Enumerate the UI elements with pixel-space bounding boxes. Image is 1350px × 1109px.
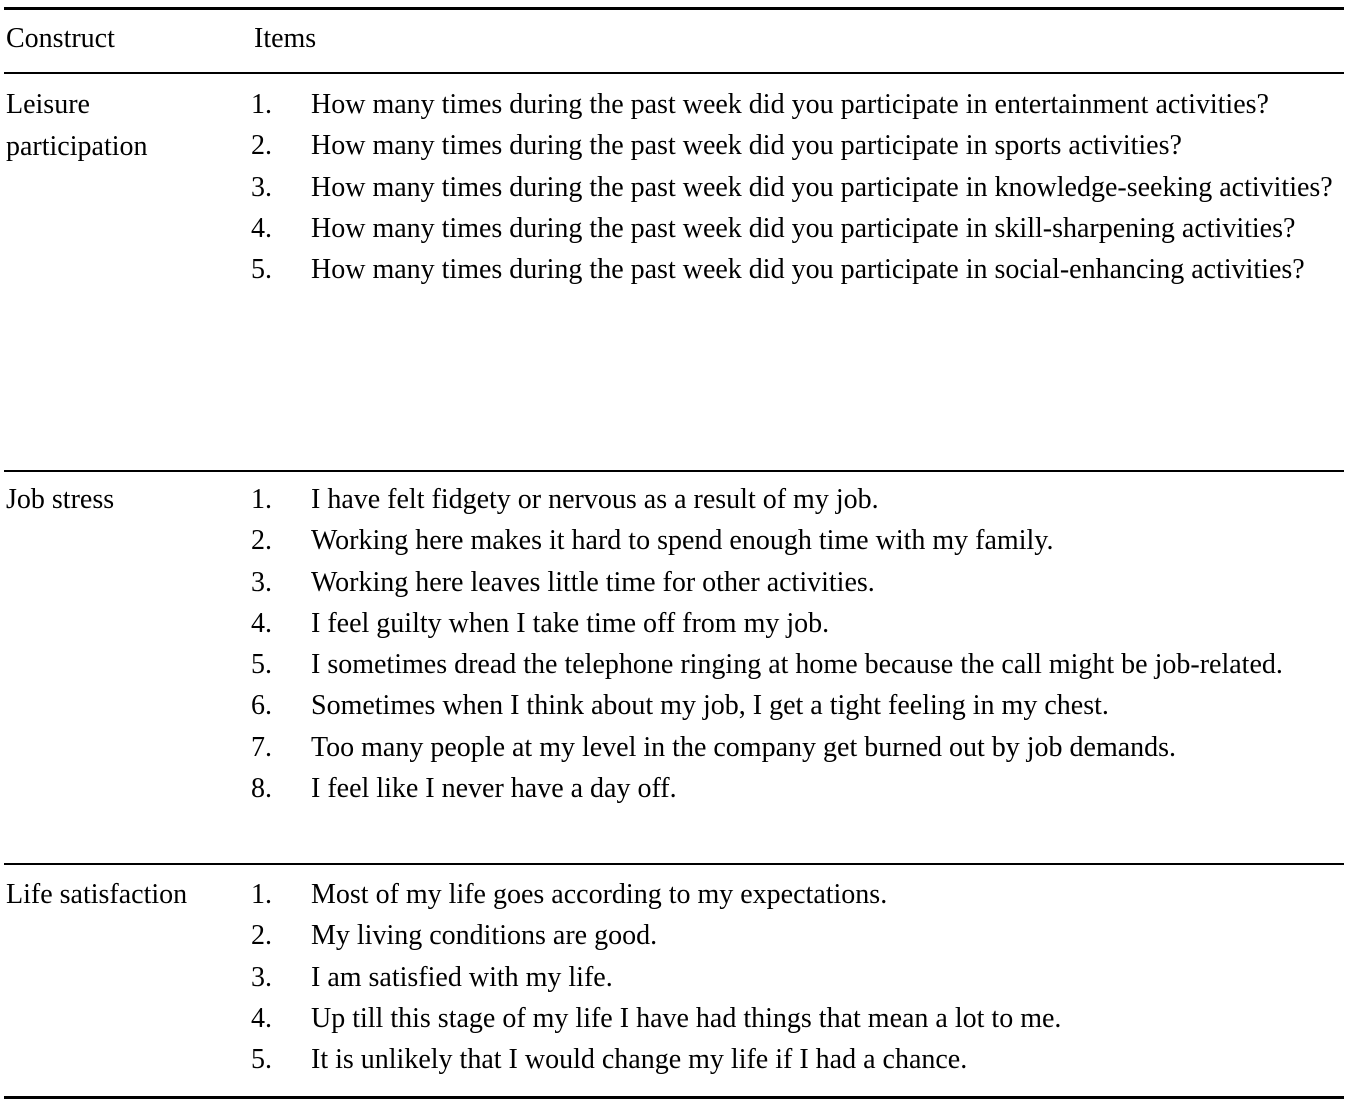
construct-label: Leisure participation bbox=[6, 89, 148, 162]
item-number: 4. bbox=[251, 1002, 272, 1034]
item-text: My living conditions are good. bbox=[311, 920, 658, 952]
item-text: I have felt fidgety or nervous as a result of my job. bbox=[311, 484, 879, 515]
list-item bbox=[251, 167, 1343, 208]
item-text: Working here leaves little time for other activities. bbox=[311, 566, 875, 598]
construct-label: Life satisfaction bbox=[6, 879, 188, 910]
list-item bbox=[251, 644, 1343, 685]
item-number: 3. bbox=[251, 961, 272, 993]
list-item bbox=[251, 479, 1343, 520]
construct-column-header: Construct bbox=[6, 23, 115, 54]
item-number: 6. bbox=[251, 690, 272, 722]
item-text: I feel like I never have a day off. bbox=[311, 773, 677, 805]
item-number: 2. bbox=[251, 525, 272, 557]
list-item bbox=[251, 84, 1343, 125]
item-number: 8. bbox=[251, 773, 272, 805]
list-item bbox=[251, 768, 1343, 809]
table-bottom-rule bbox=[4, 1096, 1344, 1099]
items-column-header: Items bbox=[254, 23, 317, 54]
item-text: Working here makes it hard to spend enough time with my family. bbox=[311, 525, 1054, 557]
item-number: 2. bbox=[251, 920, 272, 952]
item-list bbox=[251, 874, 1343, 1080]
item-number: 2. bbox=[251, 130, 272, 162]
item-number: 5. bbox=[251, 254, 272, 286]
item-number: 7. bbox=[251, 731, 272, 763]
list-item bbox=[251, 562, 1343, 603]
item-number: 4. bbox=[251, 607, 272, 639]
item-text: Sometimes when I think about my job, I get a tight feeling in my chest. bbox=[311, 690, 1109, 722]
item-text: How many times during the past week did you participate in sports activities? bbox=[311, 130, 1182, 162]
item-text: I sometimes dread the telephone ringing at home because the call might be job-related. bbox=[311, 649, 1283, 681]
item-list bbox=[251, 479, 1343, 809]
item-number: 1. bbox=[251, 89, 272, 120]
list-item bbox=[251, 874, 1343, 915]
item-text: How many times during the past week did you participate in skill-sharpening activities? bbox=[311, 212, 1296, 244]
item-text: It is unlikely that I would change my life if I had a chance. bbox=[311, 1044, 968, 1076]
list-item bbox=[251, 1039, 1343, 1080]
item-text: Up till this stage of my life I have had things that mean a lot to me. bbox=[311, 1002, 1062, 1034]
list-item bbox=[251, 957, 1343, 998]
list-item bbox=[251, 727, 1343, 768]
item-text: Most of my life goes according to my expectations. bbox=[311, 879, 888, 910]
list-item bbox=[251, 208, 1343, 249]
list-item bbox=[251, 125, 1343, 166]
item-number: 1. bbox=[251, 879, 272, 910]
item-text: How many times during the past week did you participate in social-enhancing activities? bbox=[311, 254, 1305, 286]
item-text: How many times during the past week did you participate in knowledge-seeking activities? bbox=[311, 171, 1333, 203]
list-item bbox=[251, 685, 1343, 726]
section-rule bbox=[4, 470, 1344, 472]
header-rule bbox=[4, 72, 1344, 74]
item-list bbox=[251, 84, 1343, 290]
list-item bbox=[251, 998, 1343, 1039]
item-number: 3. bbox=[251, 566, 272, 598]
construct-label: Job stress bbox=[6, 484, 115, 515]
item-number: 5. bbox=[251, 1044, 272, 1076]
item-number: 3. bbox=[251, 171, 272, 203]
item-text: Too many people at my level in the company get burned out by job demands. bbox=[311, 731, 1177, 763]
table-header bbox=[6, 18, 1344, 62]
item-text: How many times during the past week did you participate in entertainment activities? bbox=[311, 89, 1269, 120]
item-text: I feel guilty when I take time off from my job. bbox=[311, 607, 830, 639]
item-number: 5. bbox=[251, 649, 272, 681]
item-text: I am satisfied with my life. bbox=[311, 961, 613, 993]
list-item bbox=[251, 603, 1343, 644]
item-number: 4. bbox=[251, 212, 272, 244]
item-number: 1. bbox=[251, 484, 272, 515]
section-rule bbox=[4, 863, 1344, 865]
list-item bbox=[251, 249, 1343, 290]
list-item bbox=[251, 915, 1343, 956]
list-item bbox=[251, 520, 1343, 561]
table-top-rule bbox=[4, 7, 1344, 10]
